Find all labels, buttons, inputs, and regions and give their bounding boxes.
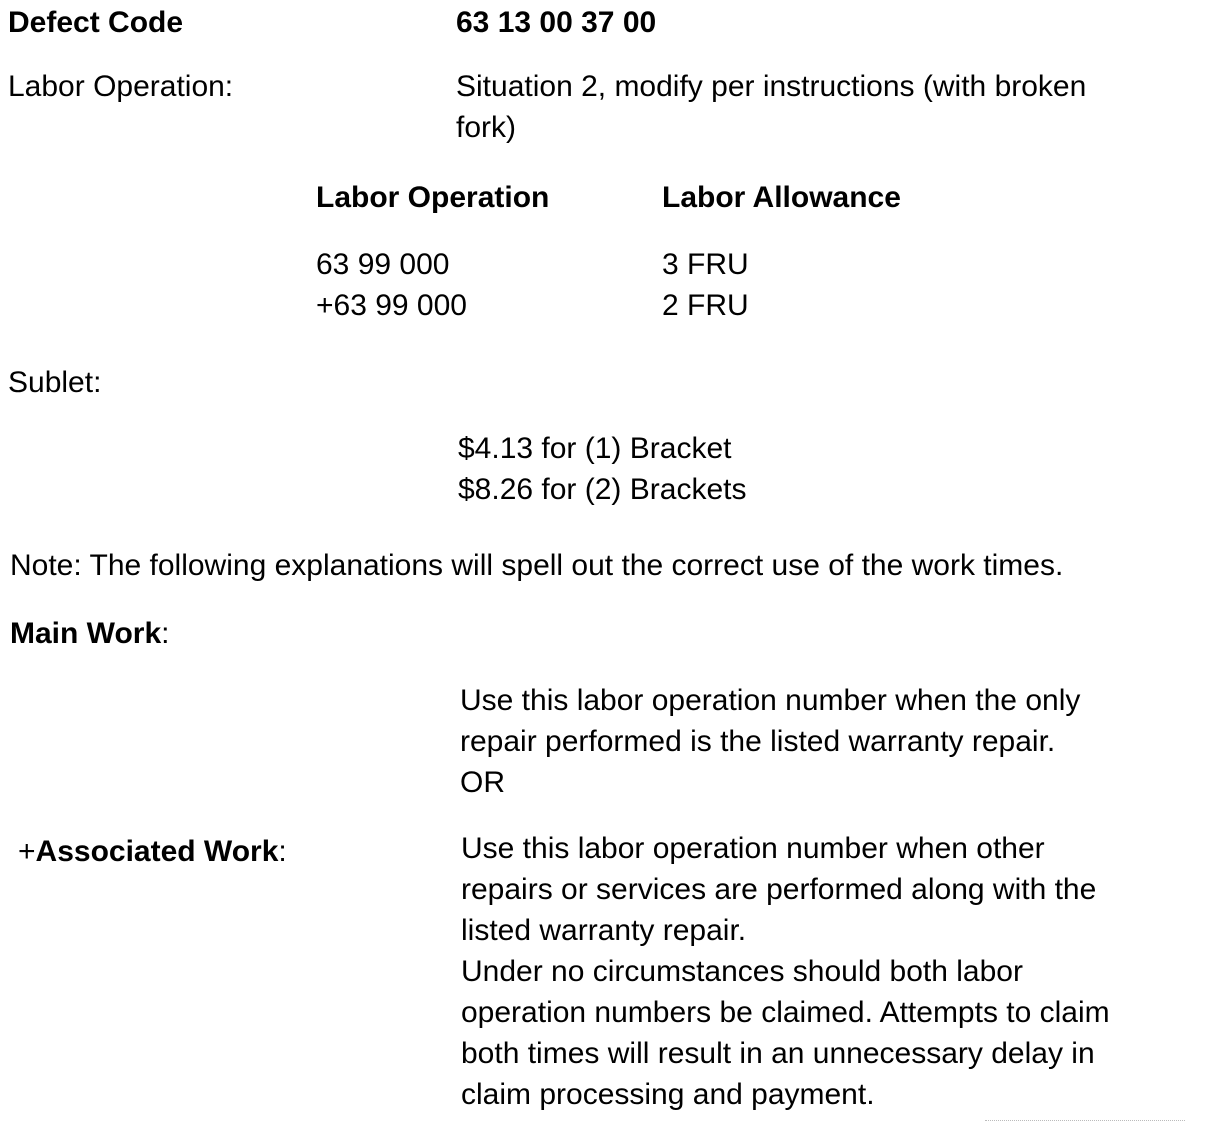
main-work-line: Use this labor operation number when the only — [460, 684, 1081, 717]
main-work-heading — [10, 613, 169, 654]
main-work-line: OR — [460, 766, 505, 799]
labor-operation-label: Labor Operation: — [8, 70, 234, 103]
labor-operation-description — [456, 66, 1086, 148]
sublet-price-line: $8.26 for (2) Brackets — [458, 473, 747, 506]
defect-code-label: Defect Code — [8, 6, 184, 39]
labor-table-cell-operation: +63 99 000 — [316, 289, 467, 322]
labor-table-header-allowance: Labor Allowance — [662, 181, 901, 214]
main-work-colon: : — [161, 617, 170, 650]
associated-work-plus: + — [18, 835, 36, 868]
associated-work-line: claim processing and payment. — [461, 1078, 875, 1111]
labor-operation-description-line: Situation 2, modify per instructions (with broken — [456, 70, 1087, 103]
associated-work-line: Under no circumstances should both labor — [461, 955, 1023, 988]
associated-work-line: Use this labor operation number when other — [461, 832, 1045, 865]
associated-work-line: both times will result in an unnecessary delay in — [461, 1037, 1095, 1070]
scan-artifact-divider — [985, 1120, 1185, 1125]
sublet-price-line: $4.13 for (1) Bracket — [458, 432, 732, 465]
note-text: Note: The following explanations will spell out the correct use of the work times. — [10, 549, 1064, 582]
associated-work-label: Associated Work — [35, 835, 279, 868]
associated-work-description — [461, 828, 1110, 1115]
labor-table-cell-allowance: 3 FRU — [662, 248, 749, 281]
labor-table-header-operation: Labor Operation — [316, 181, 550, 214]
associated-work-heading — [18, 831, 287, 872]
associated-work-line: repairs or services are performed along with the — [461, 873, 1097, 906]
main-work-label: Main Work — [10, 617, 162, 650]
associated-work-line: operation numbers be claimed. Attempts to claim — [461, 996, 1110, 1029]
main-work-line: repair performed is the listed warranty repair. — [460, 725, 1056, 758]
defect-code-value: 63 13 00 37 00 — [456, 6, 657, 39]
main-work-description — [460, 680, 1080, 803]
labor-table-cell-operation: 63 99 000 — [316, 248, 450, 281]
sublet-prices — [458, 428, 746, 510]
associated-work-colon: : — [278, 835, 287, 868]
sublet-label: Sublet: — [8, 366, 102, 399]
labor-table-cell-allowance: 2 FRU — [662, 289, 749, 322]
labor-operation-description-line: fork) — [456, 111, 516, 144]
associated-work-line: listed warranty repair. — [461, 914, 747, 947]
